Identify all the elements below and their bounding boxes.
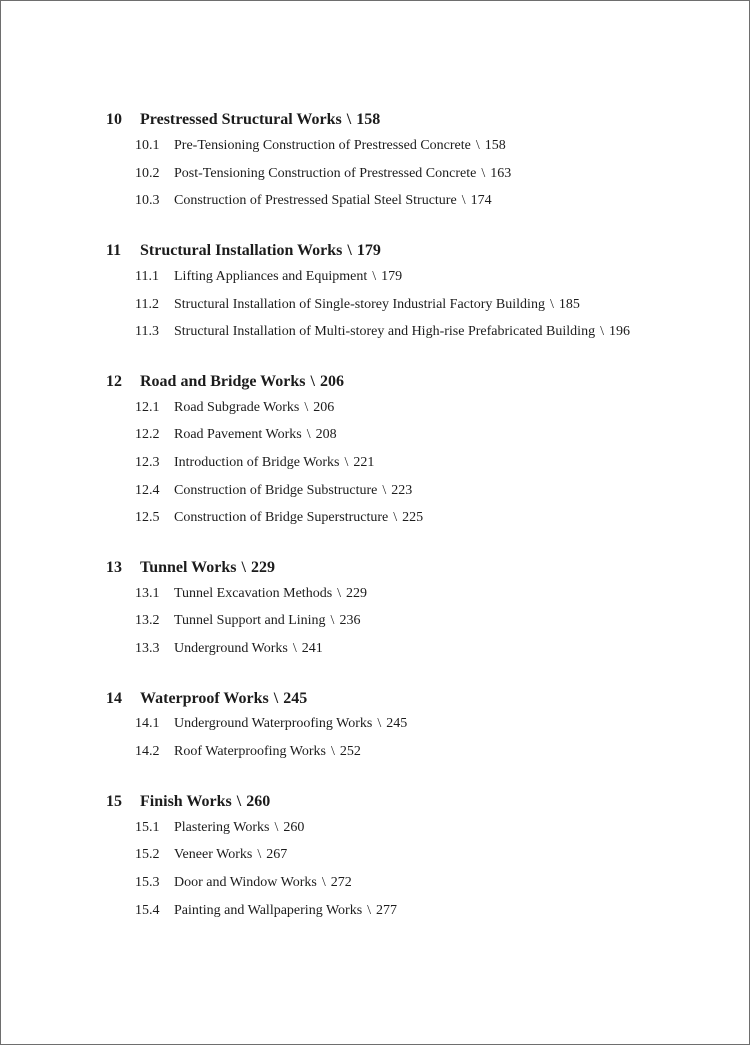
section-number: 11.1	[135, 269, 159, 284]
section-entry	[135, 846, 287, 864]
section-entry	[135, 585, 367, 603]
section-page-number: 252	[339, 744, 361, 759]
chapter-page-number: 245	[283, 690, 308, 707]
section-page-number: 206	[313, 400, 335, 415]
section-entry	[135, 399, 334, 417]
page-separator: \	[330, 613, 335, 628]
section-entry	[135, 323, 630, 341]
page-separator: \	[274, 820, 279, 835]
section-number: 12.4	[135, 483, 160, 498]
page-separator: \	[257, 847, 262, 862]
page-separator: \	[367, 903, 372, 918]
section-entry	[135, 874, 352, 892]
section-entry	[135, 268, 402, 286]
page-separator: \	[292, 641, 297, 656]
page-separator: \	[481, 166, 486, 181]
section-entry	[135, 640, 323, 658]
page-separator: \	[346, 111, 352, 128]
section-title: Underground Works	[174, 641, 288, 656]
section-title: Plastering Works	[174, 820, 270, 835]
chapter-page-number: 260	[246, 793, 271, 810]
section-page-number: 236	[339, 613, 361, 628]
section-page-number: 174	[470, 193, 492, 208]
section-page-number: 208	[315, 427, 337, 442]
page-separator: \	[549, 297, 554, 312]
section-title: Pre-Tensioning Construction of Prestressed Concrete	[174, 138, 471, 153]
page-separator: \	[321, 875, 326, 890]
section-entry	[135, 165, 511, 183]
section-title: Road Pavement Works	[174, 427, 302, 442]
section-number: 13.3	[135, 641, 160, 656]
section-number: 13.2	[135, 613, 160, 628]
page-separator: \	[461, 193, 466, 208]
section-page-number: 221	[353, 455, 375, 470]
section-page-number: 272	[330, 875, 352, 890]
chapter-number: 11	[106, 242, 122, 259]
page-separator: \	[304, 400, 309, 415]
chapter-number: 12	[106, 373, 122, 390]
chapter-number: 10	[106, 111, 122, 128]
page-separator: \	[337, 586, 342, 601]
chapter-title: Finish Works	[140, 793, 232, 810]
section-title: Road Subgrade Works	[174, 400, 300, 415]
page-separator: \	[344, 455, 349, 470]
section-entry	[135, 902, 397, 920]
chapter-heading	[106, 792, 270, 812]
section-page-number: 185	[558, 297, 580, 312]
section-page-number: 223	[391, 483, 413, 498]
chapter-heading	[106, 372, 344, 392]
section-number: 12.1	[135, 400, 160, 415]
section-title: Lifting Appliances and Equipment	[174, 269, 368, 284]
section-page-number: 158	[484, 138, 506, 153]
section-entry	[135, 426, 337, 444]
section-number: 13.1	[135, 586, 160, 601]
section-title: Structural Installation of Multi-storey and High-rise Prefabricated Building	[174, 324, 596, 339]
section-page-number: 179	[381, 269, 403, 284]
section-number: 14.2	[135, 744, 160, 759]
section-entry	[135, 612, 360, 630]
page-separator: \	[475, 138, 480, 153]
page-separator: \	[393, 510, 398, 525]
section-entry	[135, 454, 374, 472]
section-title: Painting and Wallpapering Works	[174, 903, 363, 918]
chapter-page-number: 206	[319, 373, 344, 390]
section-number: 14.1	[135, 716, 160, 731]
section-page-number: 229	[346, 586, 368, 601]
section-number: 10.1	[135, 138, 160, 153]
section-title: Tunnel Excavation Methods	[174, 586, 333, 601]
chapter-number: 13	[106, 559, 122, 576]
section-title: Tunnel Support and Lining	[174, 613, 326, 628]
section-title: Veneer Works	[174, 847, 253, 862]
section-title: Door and Window Works	[174, 875, 317, 890]
section-page-number: 196	[608, 324, 630, 339]
page-separator: \	[377, 716, 382, 731]
page-separator: \	[330, 744, 335, 759]
chapter-title: Tunnel Works	[140, 559, 237, 576]
section-title: Roof Waterproofing Works	[174, 744, 326, 759]
chapter-number: 15	[106, 793, 122, 810]
section-entry	[135, 192, 492, 210]
section-page-number: 225	[402, 510, 424, 525]
section-entry	[135, 296, 580, 314]
page-separator: \	[306, 427, 311, 442]
section-page-number: 260	[283, 820, 305, 835]
chapter-number: 14	[106, 690, 122, 707]
chapter-page-number: 158	[356, 111, 381, 128]
section-title: Construction of Bridge Superstructure	[174, 510, 389, 525]
section-title: Construction of Bridge Substructure	[174, 483, 378, 498]
section-title: Introduction of Bridge Works	[174, 455, 340, 470]
page-separator: \	[241, 559, 246, 576]
section-number: 12.5	[135, 510, 160, 525]
section-title: Underground Waterproofing Works	[174, 716, 373, 731]
section-entry	[135, 743, 361, 761]
section-page-number: 163	[490, 166, 512, 181]
section-title: Construction of Prestressed Spatial Steel Structure	[174, 193, 457, 208]
page-separator: \	[347, 242, 352, 259]
section-entry	[135, 482, 412, 500]
section-title: Post-Tensioning Construction of Prestressed Concrete	[174, 166, 477, 181]
chapter-title: Structural Installation Works	[140, 242, 343, 259]
chapter-title: Waterproof Works	[140, 690, 269, 707]
section-entry	[135, 137, 506, 155]
section-number: 15.4	[135, 903, 160, 918]
section-entry	[135, 715, 407, 733]
section-entry	[135, 509, 423, 527]
section-number: 15.2	[135, 847, 160, 862]
chapter-heading	[106, 241, 381, 261]
section-number: 12.2	[135, 427, 160, 442]
section-page-number: 277	[376, 903, 398, 918]
chapter-page-number: 229	[250, 559, 275, 576]
section-number: 15.3	[135, 875, 160, 890]
page-separator: \	[372, 269, 377, 284]
page-separator: \	[310, 373, 315, 390]
chapter-page-number: 179	[356, 242, 381, 259]
chapter-title: Road and Bridge Works	[140, 373, 306, 390]
page-separator: \	[236, 793, 242, 810]
section-title: Structural Installation of Single-storey Industrial Factory Building	[174, 297, 545, 312]
page-separator: \	[273, 690, 279, 707]
section-page-number: 245	[386, 716, 408, 731]
page-separator: \	[382, 483, 387, 498]
section-number: 10.3	[135, 193, 160, 208]
chapter-heading	[106, 689, 307, 709]
chapter-heading	[106, 558, 275, 578]
section-entry	[135, 819, 304, 837]
section-number: 11.2	[135, 297, 159, 312]
chapter-title: Prestressed Structural Works	[140, 111, 342, 128]
page-separator: \	[600, 324, 604, 339]
section-number: 11.3	[135, 324, 159, 339]
chapter-heading	[106, 110, 380, 130]
section-number: 15.1	[135, 820, 160, 835]
section-number: 12.3	[135, 455, 160, 470]
section-number: 10.2	[135, 166, 160, 181]
section-page-number: 267	[266, 847, 288, 862]
section-page-number: 241	[301, 641, 323, 656]
